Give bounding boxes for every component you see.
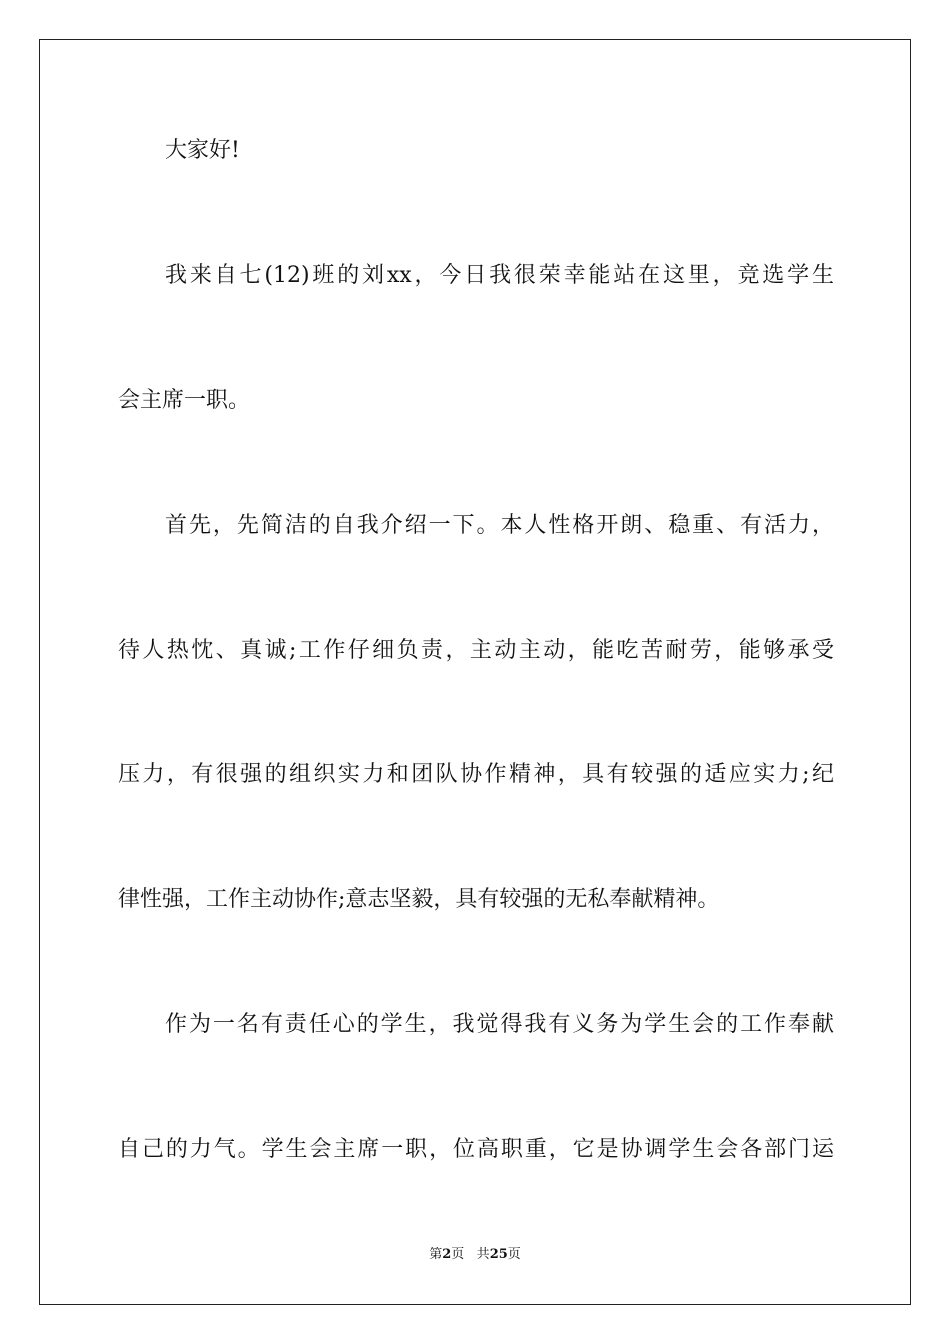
total-suffix: 页: [507, 1247, 521, 1262]
paragraph-3-line-1: 作为一名有责任心的学生，我觉得我有义务为学生会的工作奉献: [165, 1012, 834, 1037]
total-pages: 25: [489, 1247, 508, 1262]
page-footer: [0, 1246, 950, 1264]
page-frame: [39, 39, 911, 1305]
paragraph-2-line-1: 首先，先简洁的自我介绍一下。本人性格开朗、稳重、有活力，: [165, 513, 834, 538]
page-number: 2: [442, 1247, 452, 1262]
paragraph-3-line-2: 自己的力气。学生会主席一职，位高职重，它是协调学生会各部门运: [118, 1137, 834, 1162]
page-suffix: 页: [451, 1247, 465, 1262]
paragraph-1-line-1: 我来自七(12)班的刘xx，今日我很荣幸能站在这里，竞选学生: [165, 263, 834, 288]
paragraph-1-line-2: 会主席一职。: [118, 388, 251, 413]
total-prefix: 共: [476, 1247, 490, 1262]
paragraph-2-line-4: 律性强，工作主动协作;意志坚毅，具有较强的无私奉献精神。: [118, 887, 720, 912]
greeting-line: 大家好!: [165, 138, 240, 163]
paragraph-2-line-3: 压力，有很强的组织实力和团队协作精神，具有较强的适应实力;纪: [118, 762, 834, 787]
page-prefix: 第: [429, 1247, 443, 1262]
paragraph-2-line-2: 待人热忱、真诚;工作仔细负责，主动主动，能吃苦耐劳，能够承受: [118, 638, 834, 663]
